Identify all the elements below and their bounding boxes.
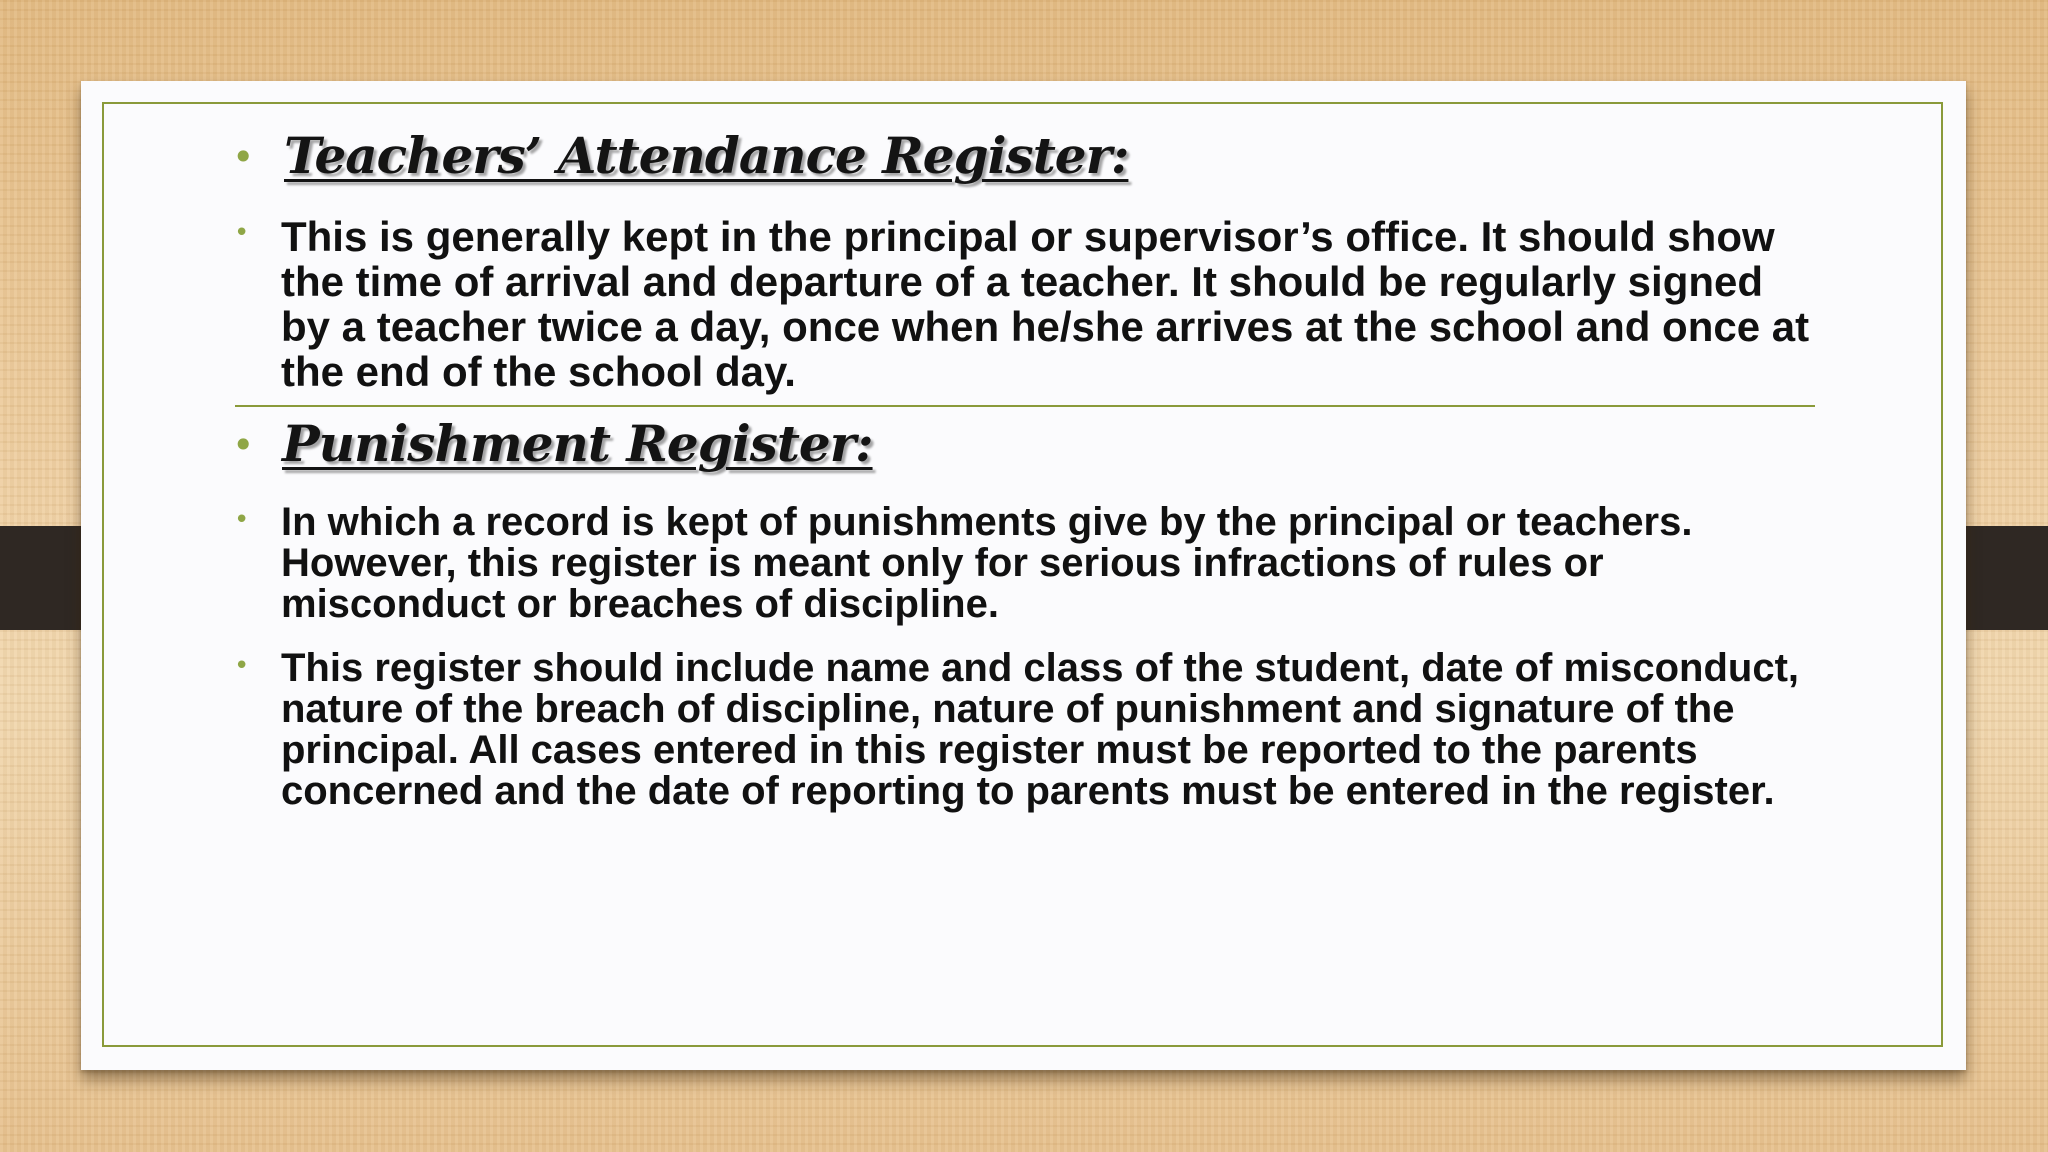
body-paragraph: In which a record is kept of punishments give by the principal or teachers. However, this register is meant only for serious infractions of rules or misconduct or breaches of discipline. [281, 500, 1693, 626]
body-paragraph: This is generally kept in the principal or supervisor’s office. It should show the time of arrival and departure of a teacher. It should be regularly signed by a teacher twice a day, once when he/she arrives at the school and once at the end of the school day. [281, 213, 1810, 395]
body-paragraph: This register should include name and class of the student, date of misconduct, nature of the breach of discipline, nature of punishment and signature of the principal. All cases entered in this register must be reported to the parents concerned and the date of reporting to parents must be entered in the register. [281, 646, 1800, 813]
bullet-icon: • [234, 218, 250, 248]
section-heading: Teachers’ Attendance Register: [284, 126, 1129, 185]
section-divider [235, 405, 1815, 407]
bullet-icon: • [234, 505, 250, 535]
bullet-icon: • [232, 135, 255, 179]
section-heading: Punishment Register: [282, 414, 873, 473]
bullet-icon: • [232, 423, 255, 467]
bullet-icon: • [234, 651, 250, 681]
